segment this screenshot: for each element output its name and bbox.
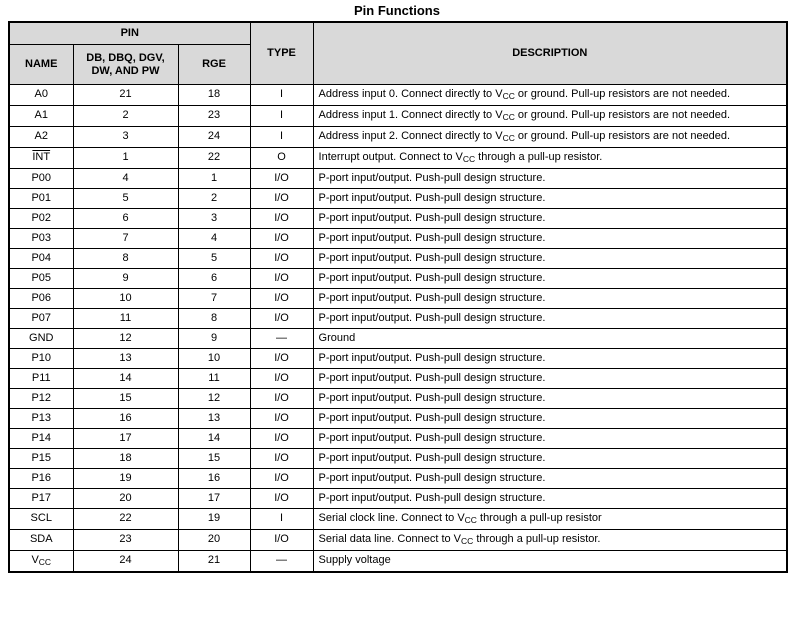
pin-number-rge-cell: 24 — [178, 127, 250, 148]
pin-row — [9, 469, 787, 489]
pin-type-cell: I/O — [250, 429, 313, 449]
text-segment: CC — [502, 133, 515, 143]
pin-row — [9, 269, 787, 289]
pin-type-cell: I/O — [250, 349, 313, 369]
pin-description-cell — [313, 409, 787, 429]
text-segment: or ground. Pull-up resistors are not needed. — [514, 88, 731, 100]
text-segment: CC — [461, 536, 474, 546]
pin-name-cell — [9, 85, 73, 106]
text-segment: SDA — [29, 533, 53, 545]
pin-description-cell — [313, 148, 787, 169]
pin-type-cell: I/O — [250, 389, 313, 409]
pin-type-cell: I/O — [250, 289, 313, 309]
pin-description-cell — [313, 551, 787, 573]
text-segment: P03 — [31, 232, 52, 244]
pin-number-rge-cell: 10 — [178, 349, 250, 369]
text-segment: $\overline{INT}$ — [32, 151, 51, 163]
text-segment: Address input 2. Connect directly to V — [318, 130, 503, 142]
pin-row — [9, 389, 787, 409]
text-segment: P-port input/output. Push-pull design structure. — [318, 212, 546, 224]
pin-row — [9, 106, 787, 127]
text-segment: P-port input/output. Push-pull design structure. — [318, 312, 546, 324]
text-segment: CC — [502, 91, 515, 101]
pin-name-cell — [9, 389, 73, 409]
pin-number-rge-cell: 3 — [178, 209, 250, 229]
pin-name-cell — [9, 289, 73, 309]
pin-group-header: PIN — [9, 22, 250, 45]
pin-row — [9, 449, 787, 469]
pin-number-rge-cell: 20 — [178, 530, 250, 551]
text-segment: through a pull-up resistor — [476, 512, 602, 524]
pin-number-db-cell: 19 — [73, 469, 178, 489]
pin-description-cell — [313, 469, 787, 489]
pin-description-cell — [313, 449, 787, 469]
pin-number-rge-cell: 18 — [178, 85, 250, 106]
pin-type-cell: I/O — [250, 469, 313, 489]
text-segment: P12 — [31, 392, 52, 404]
pin-number-rge-cell: 23 — [178, 106, 250, 127]
pin-description-cell — [313, 429, 787, 449]
pin-number-rge-cell: 12 — [178, 389, 250, 409]
pin-description-cell — [313, 209, 787, 229]
pin-number-rge-cell: 8 — [178, 309, 250, 329]
pin-type-cell: I/O — [250, 309, 313, 329]
pin-row — [9, 209, 787, 229]
pin-number-db-cell: 5 — [73, 189, 178, 209]
pin-description-cell — [313, 106, 787, 127]
text-segment: P-port input/output. Push-pull design structure. — [318, 372, 546, 384]
pin-description-cell — [313, 509, 787, 530]
pin-type-cell: I/O — [250, 169, 313, 189]
table-header — [9, 22, 787, 85]
pin-type-cell: I/O — [250, 189, 313, 209]
text-segment: Serial data line. Connect to V — [318, 533, 462, 545]
pin-number-db-cell: 20 — [73, 489, 178, 509]
text-segment: P10 — [31, 352, 52, 364]
pin-number-rge-cell: 11 — [178, 369, 250, 389]
pin-row — [9, 229, 787, 249]
text-segment: A0 — [34, 88, 48, 100]
pin-number-db-cell: 2 — [73, 106, 178, 127]
text-segment: P-port input/output. Push-pull design structure. — [318, 272, 546, 284]
pin-row — [9, 551, 787, 573]
pin-number-db-cell: 24 — [73, 551, 178, 573]
pin-description-cell — [313, 349, 787, 369]
pin-name-cell — [9, 409, 73, 429]
pin-row — [9, 289, 787, 309]
text-segment: P-port input/output. Push-pull design structure. — [318, 352, 546, 364]
text-segment: through a pull-up resistor. — [475, 151, 603, 163]
pin-number-db-cell: 3 — [73, 127, 178, 148]
text-segment: P07 — [31, 312, 52, 324]
text-segment: P14 — [31, 432, 52, 444]
pin-type-cell: I/O — [250, 449, 313, 469]
pin-type-cell: I/O — [250, 369, 313, 389]
pin-description-cell — [313, 289, 787, 309]
pin-table-body — [9, 85, 787, 573]
pin-number-db-cell: 18 — [73, 449, 178, 469]
text-segment: A1 — [34, 109, 48, 121]
pin-row — [9, 169, 787, 189]
pin-type-cell: I/O — [250, 489, 313, 509]
pin-description-cell — [313, 389, 787, 409]
pin-description-cell — [313, 329, 787, 349]
pin-row — [9, 429, 787, 449]
text-segment: P11 — [31, 372, 51, 384]
text-segment: GND — [29, 332, 54, 344]
pin-description-cell — [313, 189, 787, 209]
text-segment: P16 — [31, 472, 52, 484]
pin-row — [9, 530, 787, 551]
text-segment: P13 — [31, 412, 52, 424]
pin-number-rge-cell: 22 — [178, 148, 250, 169]
pin-name-cell — [9, 148, 73, 169]
pin-row — [9, 148, 787, 169]
pin-name-cell — [9, 127, 73, 148]
pin-name-cell — [9, 209, 73, 229]
pin-number-db-cell: 4 — [73, 169, 178, 189]
text-segment: Ground — [318, 332, 356, 344]
pin-number-rge-cell: 19 — [178, 509, 250, 530]
text-segment: V — [31, 554, 39, 566]
text-segment: CC — [38, 557, 52, 567]
pin-row — [9, 349, 787, 369]
pin-type-cell: O — [250, 148, 313, 169]
name-column-header: NAME — [9, 45, 73, 85]
text-segment: or ground. Pull-up resistors are not needed. — [514, 109, 731, 121]
text-segment: P17 — [31, 492, 52, 504]
pin-number-rge-cell: 16 — [178, 469, 250, 489]
rge-column-header: RGE — [178, 45, 250, 85]
pin-type-cell: I — [250, 106, 313, 127]
pin-number-db-cell: 12 — [73, 329, 178, 349]
pin-type-cell: I/O — [250, 409, 313, 429]
pin-name-cell — [9, 530, 73, 551]
pin-type-cell: I/O — [250, 209, 313, 229]
pin-number-db-cell: 16 — [73, 409, 178, 429]
text-segment: A2 — [34, 130, 48, 142]
pin-number-rge-cell: 4 — [178, 229, 250, 249]
text-segment: P-port input/output. Push-pull design structure. — [318, 232, 546, 244]
pin-number-rge-cell: 14 — [178, 429, 250, 449]
pin-description-cell — [313, 309, 787, 329]
pin-name-cell — [9, 509, 73, 530]
text-segment: P02 — [31, 212, 52, 224]
pin-number-db-cell: 7 — [73, 229, 178, 249]
text-segment: Address input 1. Connect directly to V — [318, 109, 503, 121]
pin-name-cell — [9, 189, 73, 209]
pin-number-db-cell: 23 — [73, 530, 178, 551]
text-segment: P06 — [31, 292, 52, 304]
pin-name-cell — [9, 429, 73, 449]
pin-type-cell: I/O — [250, 530, 313, 551]
pin-name-cell — [9, 369, 73, 389]
pin-name-cell — [9, 349, 73, 369]
pin-row — [9, 309, 787, 329]
pin-name-cell — [9, 489, 73, 509]
text-segment: through a pull-up resistor. — [473, 533, 601, 545]
pin-name-cell — [9, 309, 73, 329]
pin-number-db-cell: 11 — [73, 309, 178, 329]
pin-number-rge-cell: 17 — [178, 489, 250, 509]
pin-number-rge-cell: 9 — [178, 329, 250, 349]
text-segment: P-port input/output. Push-pull design structure. — [318, 252, 546, 264]
pin-number-rge-cell: 1 — [178, 169, 250, 189]
pin-number-db-cell: 1 — [73, 148, 178, 169]
pin-row — [9, 409, 787, 429]
pin-number-db-cell: 22 — [73, 509, 178, 530]
text-segment: P-port input/output. Push-pull design structure. — [318, 412, 546, 424]
pin-description-cell — [313, 169, 787, 189]
pin-type-cell: — — [250, 329, 313, 349]
pin-type-cell: I — [250, 85, 313, 106]
text-segment: Supply voltage — [318, 554, 391, 566]
pin-number-db-cell: 8 — [73, 249, 178, 269]
pin-type-cell: — — [250, 551, 313, 573]
text-segment: CC — [502, 112, 515, 122]
pin-description-cell — [313, 530, 787, 551]
pin-name-cell — [9, 469, 73, 489]
pin-number-db-cell: 14 — [73, 369, 178, 389]
pin-name-cell — [9, 269, 73, 289]
pin-row — [9, 329, 787, 349]
pin-number-db-cell: 15 — [73, 389, 178, 409]
text-segment: P04 — [31, 252, 52, 264]
text-segment: P-port input/output. Push-pull design structure. — [318, 432, 546, 444]
pin-row — [9, 369, 787, 389]
pin-number-rge-cell: 7 — [178, 289, 250, 309]
pin-number-db-cell: 21 — [73, 85, 178, 106]
text-segment: CC — [462, 154, 476, 164]
type-column-header: TYPE — [250, 22, 313, 85]
pin-type-cell: I — [250, 127, 313, 148]
text-segment: P-port input/output. Push-pull design structure. — [318, 452, 546, 464]
pin-description-cell — [313, 369, 787, 389]
pin-number-db-cell: 6 — [73, 209, 178, 229]
text-segment: P05 — [31, 272, 52, 284]
text-segment: or ground. Pull-up resistors are not needed. — [514, 130, 731, 142]
text-segment: P00 — [31, 172, 52, 184]
pin-number-rge-cell: 6 — [178, 269, 250, 289]
table-title: Pin Functions — [354, 3, 440, 18]
pin-number-rge-cell: 15 — [178, 449, 250, 469]
pin-number-db-cell: 13 — [73, 349, 178, 369]
pin-name-cell — [9, 229, 73, 249]
pin-type-cell: I/O — [250, 269, 313, 289]
pin-number-rge-cell: 5 — [178, 249, 250, 269]
pin-number-db-cell: 10 — [73, 289, 178, 309]
pin-row — [9, 249, 787, 269]
pin-type-cell: I/O — [250, 249, 313, 269]
pin-row — [9, 509, 787, 530]
package-pins-column-header: DB, DBQ, DGV, DW, AND PW — [73, 45, 178, 85]
text-segment: P-port input/output. Push-pull design structure. — [318, 292, 546, 304]
pin-number-db-cell: 9 — [73, 269, 178, 289]
pin-row — [9, 127, 787, 148]
text-segment: P-port input/output. Push-pull design structure. — [318, 392, 546, 404]
pin-row — [9, 489, 787, 509]
pin-functions-table — [8, 21, 788, 573]
pin-name-cell — [9, 249, 73, 269]
text-segment: P-port input/output. Push-pull design structure. — [318, 472, 546, 484]
pin-number-db-cell: 17 — [73, 429, 178, 449]
pin-number-rge-cell: 21 — [178, 551, 250, 573]
text-segment: Address input 0. Connect directly to V — [318, 88, 503, 100]
text-segment: P01 — [31, 192, 52, 204]
text-segment: P-port input/output. Push-pull design structure. — [318, 192, 546, 204]
pin-number-rge-cell: 2 — [178, 189, 250, 209]
text-segment: P-port input/output. Push-pull design structure. — [318, 172, 546, 184]
pin-name-cell — [9, 106, 73, 127]
text-segment: P15 — [31, 452, 52, 464]
pin-description-cell — [313, 489, 787, 509]
text-segment: Interrupt output. Connect to V — [318, 151, 463, 163]
pin-name-cell — [9, 169, 73, 189]
pin-row — [9, 85, 787, 106]
text-segment: CC — [464, 515, 477, 525]
pin-description-cell — [313, 85, 787, 106]
pin-name-cell — [9, 449, 73, 469]
pin-name-cell — [9, 329, 73, 349]
text-segment: SCL — [30, 512, 52, 524]
pin-type-cell: I/O — [250, 229, 313, 249]
text-segment: Serial clock line. Connect to V — [318, 512, 465, 524]
pin-row — [9, 189, 787, 209]
pin-description-cell — [313, 249, 787, 269]
pin-description-cell — [313, 269, 787, 289]
pin-number-rge-cell: 13 — [178, 409, 250, 429]
description-column-header: DESCRIPTION — [313, 22, 787, 85]
pin-name-cell — [9, 551, 73, 573]
pin-description-cell — [313, 127, 787, 148]
pin-type-cell: I — [250, 509, 313, 530]
text-segment: P-port input/output. Push-pull design structure. — [318, 492, 546, 504]
pin-description-cell — [313, 229, 787, 249]
